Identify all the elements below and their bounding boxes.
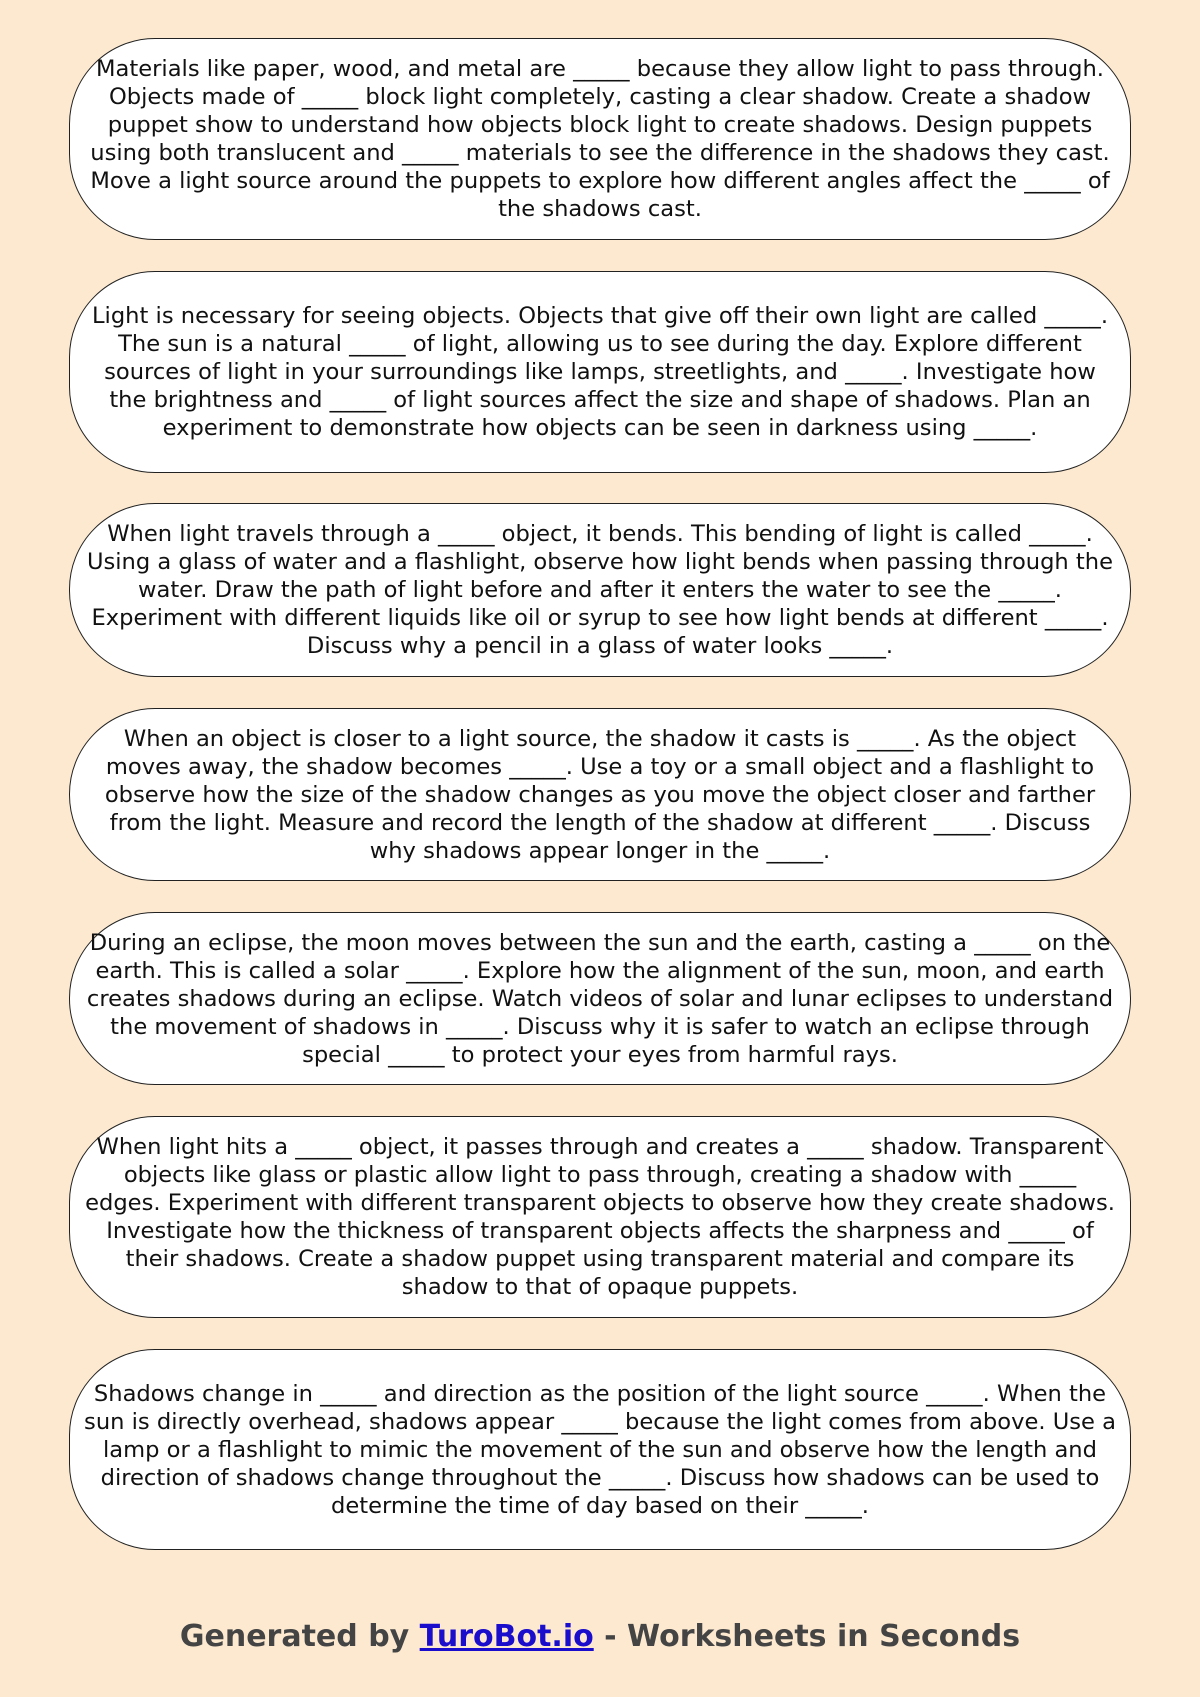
worksheet-card-7	[69, 1349, 1131, 1550]
card-text: Shadows change in _____ and direction as the position of the light source _____. When the sun is directly overhead, shadows appear _____ because the light comes from above. Use a lamp or a flashlight to mimic the movement of the sun and observe how the length and direction of shadows change throughout the _____. Discuss how shadows can be used to determine the time of day based on their _____.	[84, 1380, 1116, 1519]
turobot-link[interactable]: TuroBot.io	[419, 1619, 594, 1654]
card-text: During an eclipse, the moon moves between the sun and the earth, casting a _____ on the earth. This is called a solar _____. Explore how the alignment of the sun, moon, and earth creates shadows during an eclipse. Watch videos of solar and lunar eclipses to understand the movement of shadows in _____. Discuss why it is safer to watch an eclipse through special _____ to protect your eyes from harmful rays.	[86, 929, 1114, 1068]
footer-credit	[0, 1617, 1200, 1657]
card-text: Materials like paper, wood, and metal are _____ because they allow light to pass through. Objects made of _____ block light completely, casting a clear shadow. Create a shadow puppet show to understand how objects block light to create shadows. Design puppets using both translucent and _____ materials to see the difference in the shadows they cast. Move a light source around the puppets to explore how different angles affect the _____ of the shadows cast.	[90, 56, 1110, 222]
worksheet-card-4	[69, 708, 1131, 881]
footer-prefix: Generated by	[179, 1619, 420, 1654]
worksheet-card-1	[69, 38, 1131, 240]
card-text: Light is necessary for seeing objects. Objects that give off their own light are called _____. The sun is a natural _____ of light, allowing us to see during the day. Explore different sources of light in your surroundings like lamps, streetlights, and _____. Investigate how the brightness and _____ of light sources affect the size and shape of shadows. Plan an experiment to demonstrate how objects can be seen in darkness using _____.	[91, 303, 1109, 441]
worksheet-card-3	[69, 503, 1131, 677]
worksheet-card-6	[69, 1116, 1131, 1318]
worksheet-card-2	[69, 271, 1131, 473]
footer-suffix: - Worksheets in Seconds	[593, 1619, 1021, 1654]
worksheet-card-5	[69, 912, 1131, 1085]
card-text: When light travels through a _____ object, it bends. This bending of light is called _____. Using a glass of water and a flashlight, observe how light bends when passing through the water. Draw the path of light before and after it enters the water to see the _____. Experiment with different liquids like oil or syrup to see how light bends at different _____. Discuss why a pencil in a glass of water looks _____.	[86, 521, 1114, 659]
card-text: When an object is closer to a light source, the shadow it casts is _____. As the object moves away, the shadow becomes _____. Use a toy or a small object and a flashlight to observe how the size of the shadow changes as you move the object closer and farther from the light. Measure and record the length of the shadow at different _____. Discuss why shadows appear longer in the _____.	[104, 725, 1096, 864]
card-text: When light hits a _____ object, it passes through and creates a _____ shadow. Transparent objects like glass or plastic allow light to pass through, creating a shadow with _____ edges. Experiment with different transparent objects to observe how they create shadows. Investigate how the thickness of transparent objects affects the sharpness and _____ of their shadows. Create a shadow puppet using transparent material and compare its shadow to that of opaque puppets.	[85, 1134, 1115, 1300]
